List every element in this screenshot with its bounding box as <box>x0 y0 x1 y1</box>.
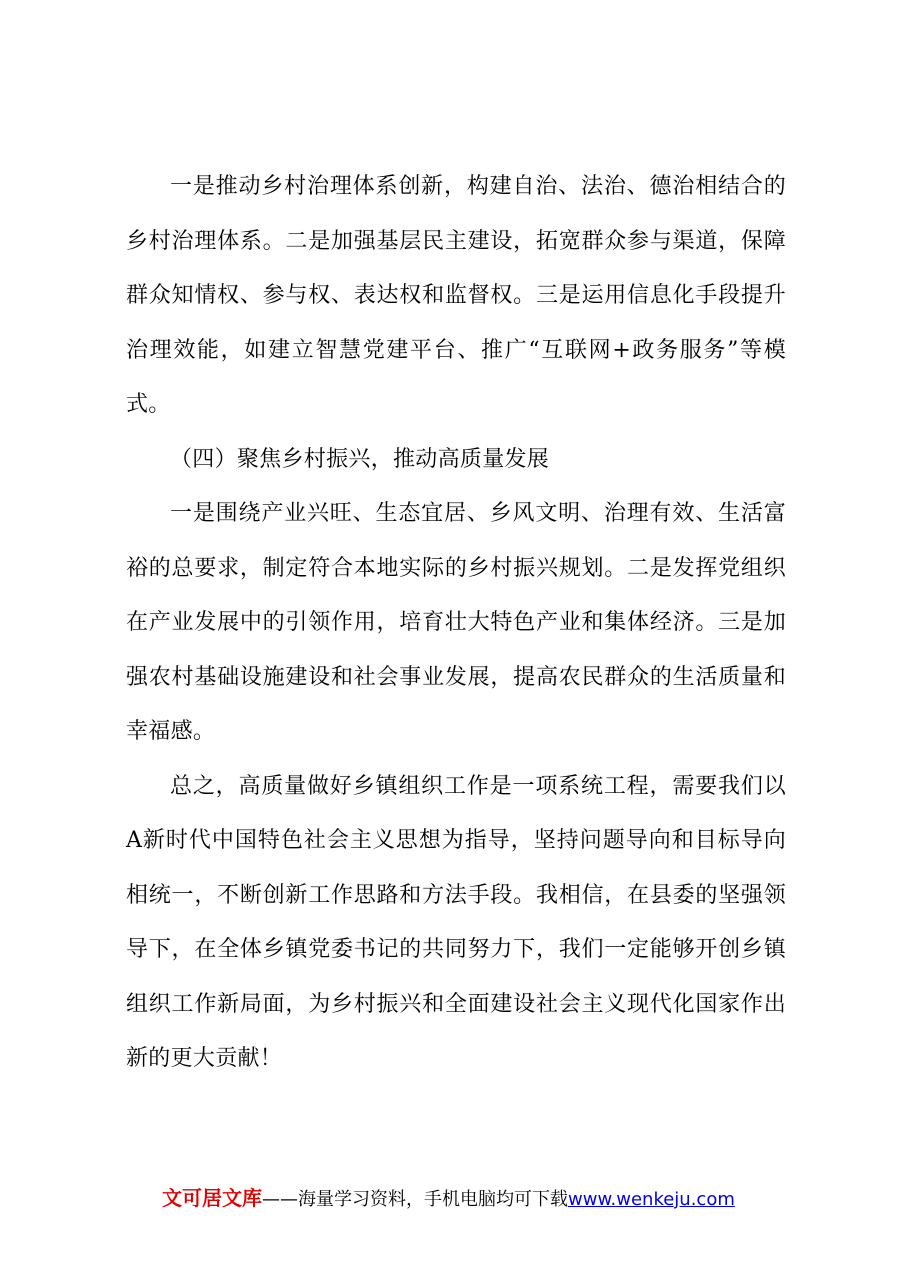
footer-url-link[interactable]: www.wenkeju.com <box>568 1189 735 1210</box>
section-heading-4: （四）聚焦乡村振兴，推动高质量发展 <box>170 446 550 472</box>
document-body <box>126 160 786 1087</box>
footer-brand: 文可居文库 <box>162 1186 262 1210</box>
paragraph-governance: 一是推动乡村治理体系创新，构建自治、法治、德治相结合的乡村治理体系。二是加强基层民主建设，拓宽群众参与渠道，保障群众知情权、参与权、表达权和监督权。三是运用信息化手段提升治理效能，如建立智慧党建平台、推广“互联网+政务服务”等模式。 <box>126 174 786 417</box>
paragraph-rural-revitalization: 一是围绕产业兴旺、生态宜居、乡风文明、治理有效、生活富裕的总要求，制定符合本地实际的乡村振兴规划。二是发挥党组织在产业发展中的引领作用，培育壮大特色产业和集体经济。三是加强农村基础设施建设和社会事业发展，提高农民群众的生活质量和幸福感。 <box>126 501 786 744</box>
footer-tagline: ——海量学习资料，手机电脑均可下载 <box>262 1189 568 1210</box>
footer-banner <box>162 1183 735 1213</box>
paragraph-conclusion: 总之，高质量做好乡镇组织工作是一项系统工程，需要我们以A新时代中国特色社会主义思想为指导，坚持问题导向和目标导向相统一，不断创新工作思路和方法手段。我相信，在县委的坚强领导下，在全体乡镇党委书记的共同努力下，我们一定能够开创乡镇组织工作新局面，为乡村振兴和全面建设社会主义现代化国家作出新的更大贡献！ <box>126 773 786 1071</box>
